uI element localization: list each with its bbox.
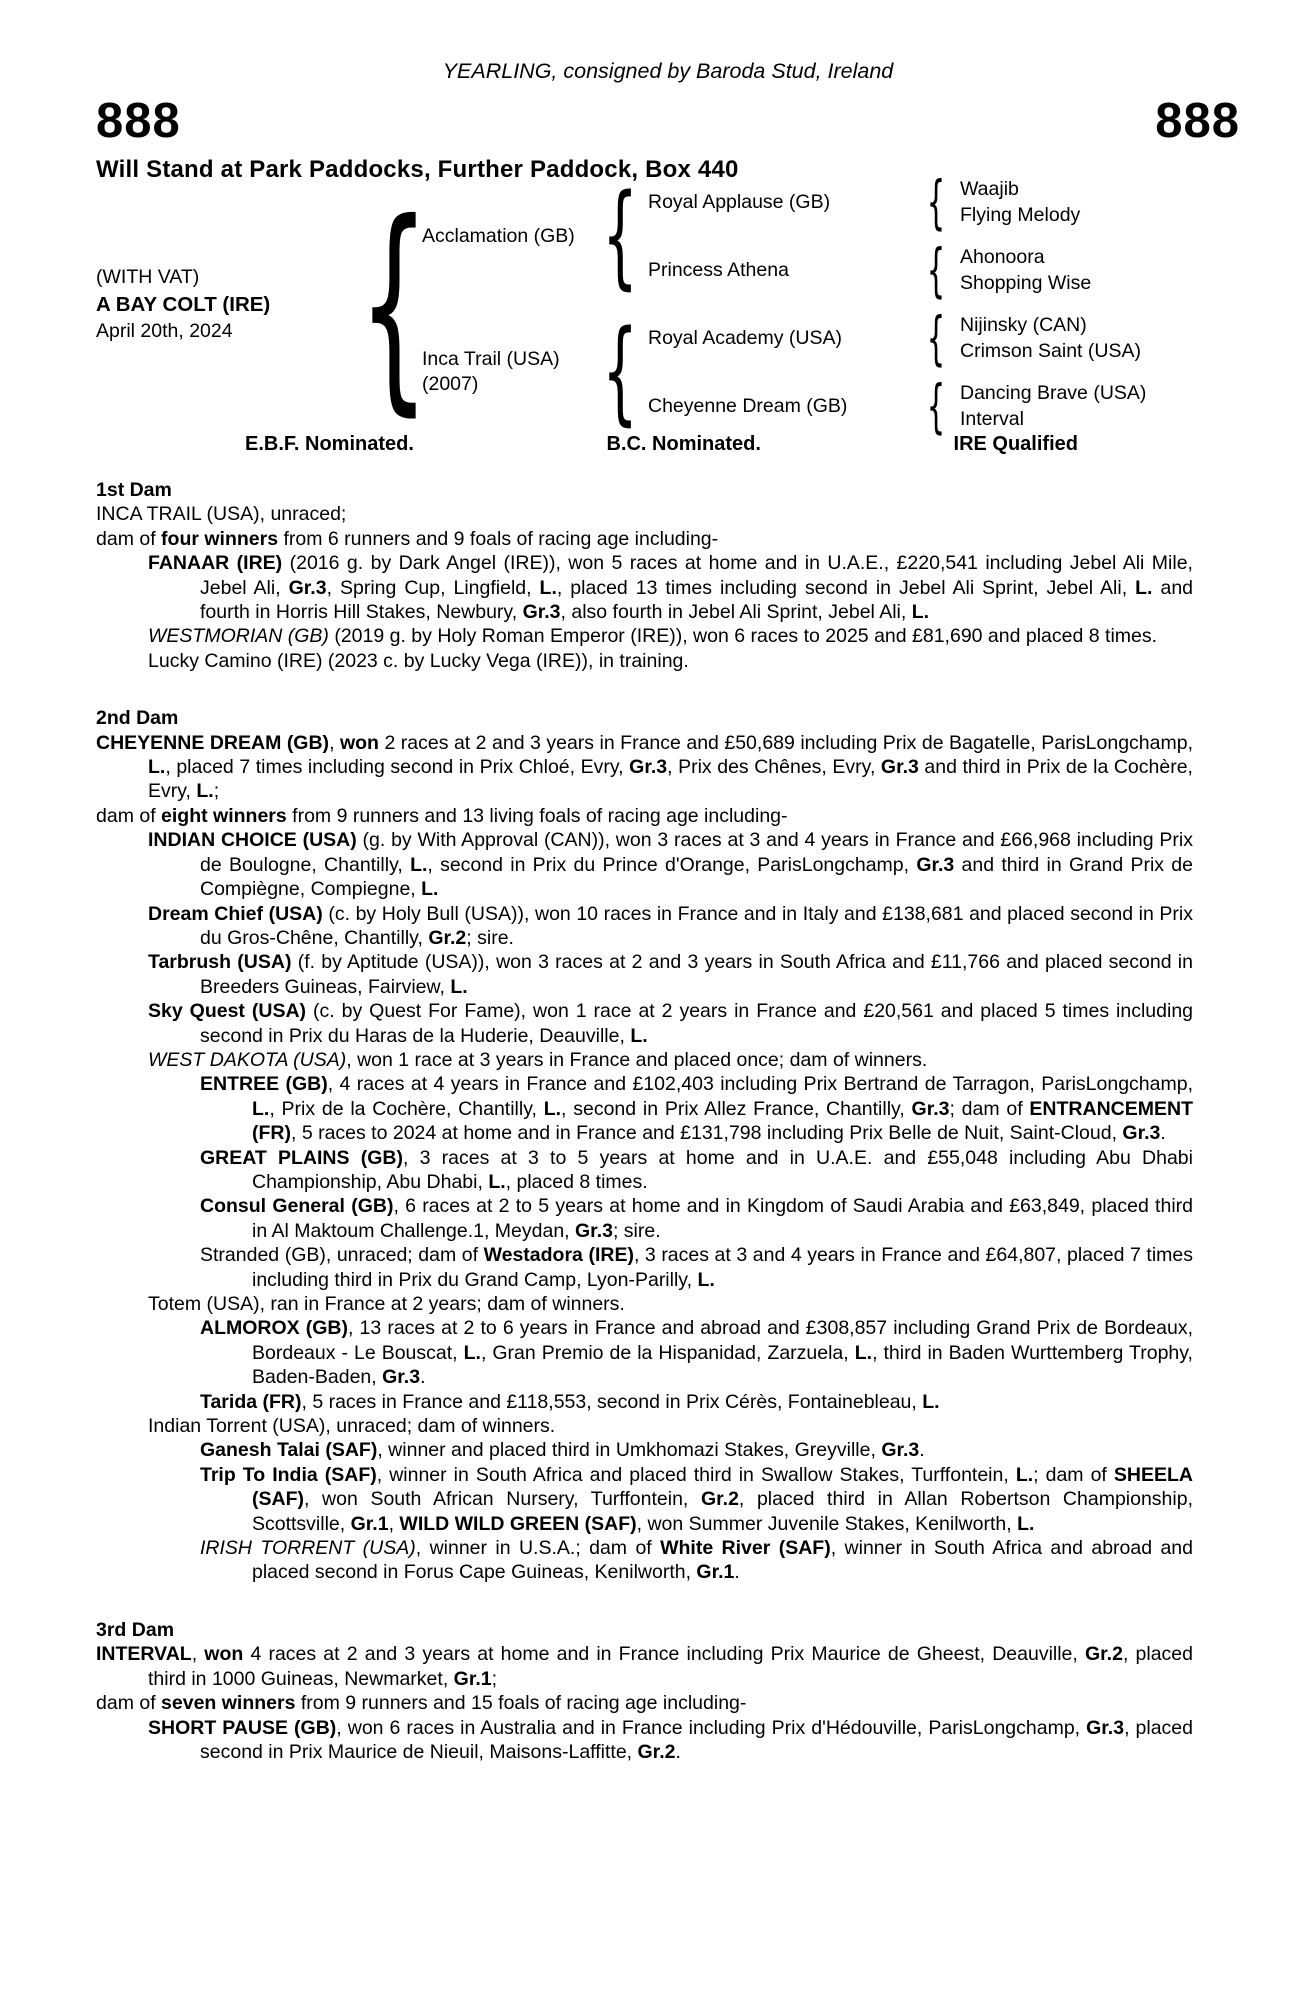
pedigree-text-paragraph: Dream Chief (USA) (c. by Holy Bull (USA)), won 10 races in France and in Italy and £138,681 and placed second in Prix du Gros-Chêne, Chantilly, Gr.2; sire. — [148, 902, 1193, 949]
consignment-line: YEARLING, consigned by Baroda Stud, Ireland — [442, 59, 894, 83]
dam-dam-branch — [638, 372, 1234, 440]
dam-sire-brace-icon: { — [926, 304, 946, 372]
pedigree-text-paragraph: Sky Quest (USA) (c. by Quest For Fame), won 1 race at 2 years in France and £20,561 and placed 5 times including second in Prix du Haras de la Huderie, Deauville, L. — [148, 1000, 1194, 1047]
pedigree-text-paragraph: Totem (USA), ran in France at 2 years; dam of winners. — [148, 1293, 625, 1315]
foal-date: April 20th, 2024 — [96, 319, 233, 342]
pedigree-text-paragraph: dam of seven winners from 9 runners and 15 foals of racing age including- — [96, 1692, 747, 1715]
sire-brace-icon: { — [602, 171, 638, 301]
pedigree-text-paragraph: WESTMORIAN (GB) (2019 g. by Holy Roman Emperor (IRE)), won 6 races to 2025 and £81,690 and placed 8 times. — [148, 625, 1158, 648]
pedigree-text-paragraph: ALMOROX (GB), 13 races at 2 to 6 years in France and abroad and £308,857 including Grand Prix de Bordeaux, Bordeaux - Le Bouscat, L., Gran Premio de la Hispanidad, Zarzuela, L., third in Baden Wurttemberg Trophy, Baden-Baden, Gr.3. — [200, 1317, 1193, 1389]
pedigree-text-paragraph: FANAAR (IRE) (2016 g. by Dark Angel (IRE)), won 5 races at home and in U.A.E., £220,541 including Jebel Ali Mile, Jebel Ali, Gr.3, Spring Cup, Lingfield, L., placed 13 times including second in Jebel Ali Sprint, Jebel Ali, L. and fourth in Horris Hill Stakes, Newbury, Gr.3, also fourth in Jebel Ali Sprint, Jebel Ali, L. — [148, 552, 1194, 624]
dam-dam-brace-icon: { — [926, 372, 946, 440]
lot-number-left: 888 — [96, 94, 181, 148]
pedigree-text-paragraph: dam of four winners from 6 runners and 9 foals of racing age including- — [96, 527, 719, 550]
pedigree-text-paragraph: Consul General (GB), 6 races at 2 to 5 years at home and in Kingdom of Saudi Arabia and £63,849, placed third in Al Maktoum Challenge.1, Meydan, Gr.3; sire. — [200, 1195, 1193, 1242]
pedigree-text-paragraph: Indian Torrent (USA), unraced; dam of winners. — [148, 1415, 556, 1438]
dam-heading: 3rd Dam — [96, 1618, 175, 1641]
sire-sire-branch — [638, 168, 1234, 236]
dam-sire-sire-name: Nijinsky (CAN) — [960, 314, 1087, 336]
pedigree-text-paragraph: Stranded (GB), unraced; dam of Westadora (IRE), 3 races at 3 and 4 years in France and £64,807, placed 7 times including third in Prix du Grand Camp, Lyon-Parilly, L. — [200, 1244, 1193, 1291]
pedigree-text-paragraph: WEST DAKOTA (USA), won 1 race at 3 years in France and placed once; dam of winners. — [148, 1048, 928, 1071]
lot-number-right: 888 — [1155, 94, 1240, 148]
dam-dam-dam-name: Interval — [960, 408, 1024, 430]
stand-location: Will Stand at Park Paddocks, Further Paddock, Box 440 — [96, 156, 739, 183]
horse-description: A BAY COLT (IRE) — [96, 292, 271, 316]
sire-sire-name: Royal Applause (GB) — [648, 190, 831, 213]
sire-sire-sire-name: Waajib — [960, 178, 1019, 200]
sire-dam-sire-name: Ahonoora — [960, 246, 1045, 268]
dam-branch — [412, 304, 1234, 440]
dam-sire-branch — [638, 304, 1234, 372]
pedigree-text-paragraph: IRISH TORRENT (USA), winner in U.S.A.; dam of White River (SAF), winner in South Africa and abroad and placed second in Forus Cape Guineas, Kenilworth, Gr.1. — [200, 1537, 1193, 1584]
pedigree-text-paragraph: Tarida (FR), 5 races in France and £118,553, second in Prix Cérès, Fontainebleau, L. — [200, 1390, 940, 1413]
dam-brace-icon: { — [602, 307, 638, 437]
dam-dam-name: Cheyenne Dream (GB) — [648, 394, 848, 417]
nominations-row — [96, 432, 1240, 457]
pedigree-text-paragraph: Ganesh Talai (SAF), winner and placed third in Umkhomazi Stakes, Greyville, Gr.3. — [200, 1439, 925, 1462]
sire-sire-dam-name: Flying Melody — [960, 204, 1081, 226]
pedigree-generations — [412, 168, 1234, 440]
sire-dam-brace-icon: { — [926, 236, 946, 304]
pedigree-text-paragraph: GREAT PLAINS (GB), 3 races at 3 to 5 years at home and in U.A.E. and £55,048 including Abu Dhabi Championship, Abu Dhabi, L., placed 8 times. — [200, 1146, 1193, 1193]
ebf-nomination: E.B.F. Nominated. — [245, 433, 414, 455]
sire-dam-name: Princess Athena — [648, 258, 789, 281]
pedigree-text-paragraph: Lucky Camino (IRE) (2023 c. by Lucky Vega (IRE)), in training. — [148, 649, 689, 672]
lot-number-row — [96, 96, 1240, 146]
vat-note: (WITH VAT) — [96, 265, 200, 288]
dam-heading: 1st Dam — [96, 479, 172, 501]
dam-year: (2007) — [422, 373, 479, 395]
ire-qualified: IRE Qualified — [953, 433, 1078, 455]
pedigree-text-paragraph: SHORT PAUSE (GB), won 6 races in Australia and in France including Prix d'Hédouville, ParisLongchamp, Gr.3, placed second in Prix Maurice de Nieuil, Maisons-Laffitte, Gr.2. — [148, 1716, 1193, 1763]
sire-sire-brace-icon: { — [926, 168, 946, 236]
pedigree-text-paragraph: dam of eight winners from 9 runners and 13 living foals of racing age including- — [96, 804, 788, 827]
pedigree-text-paragraph: INTERVAL, won 4 races at 2 and 3 years at home and in France including Prix Maurice de Gheest, Deauville, Gr.2, placed third in 1000 Guineas, Newmarket, Gr.1; — [96, 1643, 1193, 1690]
pedigree-text-paragraph: ENTREE (GB), 4 races at 4 years in France and £102,403 including Prix Bertrand de Tarragon, ParisLongchamp, L., Prix de la Cochère, Chantilly, L., second in Prix Allez France, Chantilly, Gr.3; dam of ENTRANCEMENT (FR), 5 races to 2024 at home and in France and £131,798 including Prix Belle de Nuit, Saint-Cloud, Gr.3. — [200, 1073, 1194, 1145]
pedigree-text-paragraph: INDIAN CHOICE (USA) (g. by With Approval (CAN)), won 3 races at 3 and 4 years in France and £66,968 including Prix de Boulogne, Chantilly, L., second in Prix du Prince d'Orange, ParisLongchamp, Gr.3 and third in Grand Prix de Compiègne, Compiegne, L. — [148, 829, 1193, 901]
dams-sections — [96, 478, 1193, 1764]
dam-name: Inca Trail (USA) (2007) — [412, 347, 602, 397]
bc-nomination: B.C. Nominated. — [606, 433, 761, 455]
dam-dam-sire-name: Dancing Brave (USA) — [960, 382, 1147, 404]
pedigree-text-paragraph: CHEYENNE DREAM (GB), won 2 races at 2 and 3 years in France and £50,689 including Prix de Bagatelle, ParisLongchamp, L., placed 7 times including second in Prix Chloé, Evry, Gr.3, Prix des Chênes, Evry, Gr.3 and third in Prix de la Cochère, Evry, L.; — [96, 731, 1193, 803]
dam-heading: 2nd Dam — [96, 707, 179, 730]
sire-branch — [412, 168, 1234, 304]
sire-dam-dam-name: Shopping Wise — [960, 272, 1092, 294]
sire-dam-branch — [638, 236, 1234, 304]
pedigree-text-paragraph: Tarbrush (USA) (f. by Aptitude (USA)), won 3 races at 2 and 3 years in South Africa and £11,766 and placed second in Breeders Guineas, Fairview, L. — [148, 951, 1193, 998]
dam-sire-name: Royal Academy (USA) — [648, 326, 842, 349]
dam-sire-dam-name: Crimson Saint (USA) — [960, 340, 1141, 362]
pedigree-text-paragraph: Trip To India (SAF), winner in South Africa and placed third in Swallow Stakes, Turffontein, L.; dam of SHEELA (SAF), won South African Nursery, Turffontein, Gr.2, placed third in Allan Robertson Championship, Scottsville, Gr.1, WILD WILD GREEN (SAF), won Summer Juvenile Stakes, Kenilworth, L. — [200, 1463, 1193, 1535]
pedigree-text-paragraph: INCA TRAIL (USA), unraced; — [96, 503, 347, 526]
horse-info — [96, 264, 376, 345]
pedigree-root-brace-icon: { — [358, 173, 430, 435]
sire-name: Acclamation (GB) — [422, 224, 575, 247]
